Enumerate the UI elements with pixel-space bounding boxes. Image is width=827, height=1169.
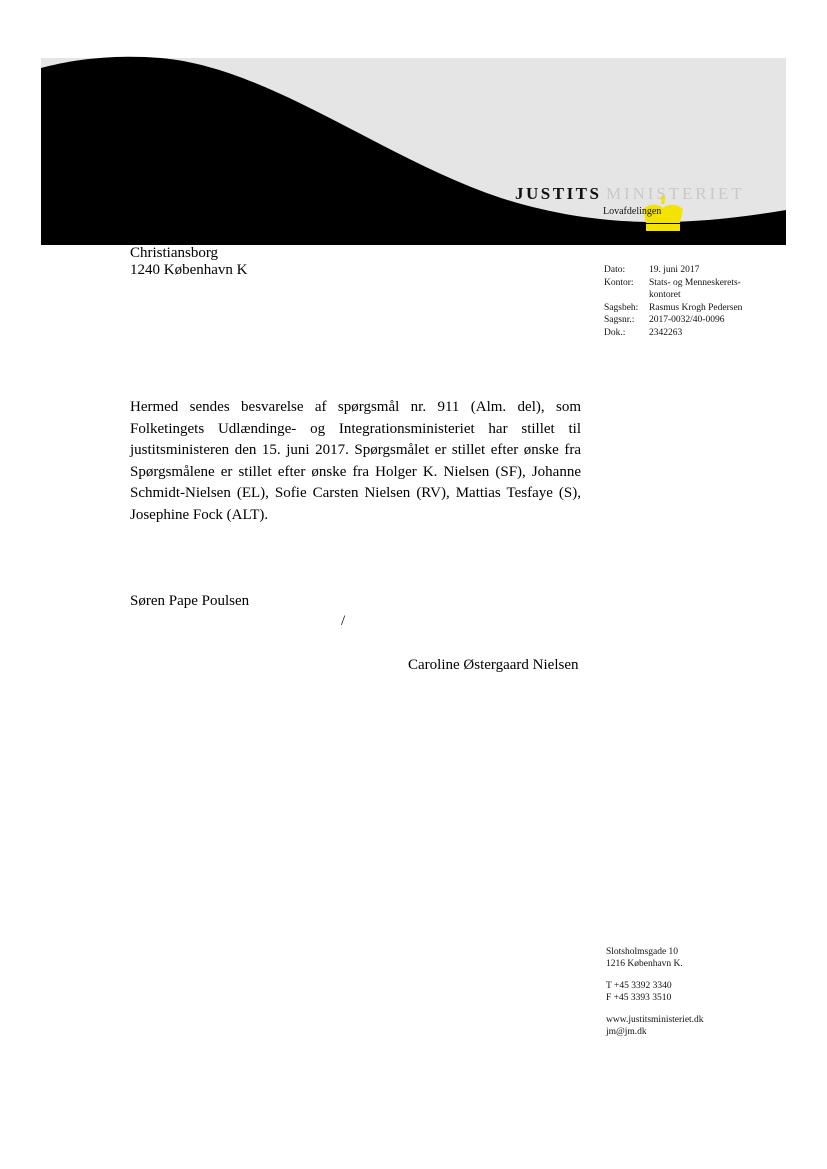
email-link[interactable]: jm@jm.dk bbox=[606, 1027, 647, 1037]
department-name: Lovafdelingen bbox=[603, 206, 662, 217]
recipient-address bbox=[130, 228, 355, 279]
meta-row-caseworker: Sagsbeh: Rasmus Krogh Pedersen bbox=[604, 302, 743, 313]
signature-minister: Søren Pape Poulsen bbox=[130, 593, 250, 609]
meta-row-office: Kontor: Stats- og Menneskerets- kontoret bbox=[604, 277, 741, 300]
brand-name-light: MINISTERIET bbox=[606, 184, 745, 203]
signature-official: Caroline Østergaard Nielsen bbox=[408, 657, 579, 673]
meta-row-caseno: Sagsnr.: 2017-0032/40-0096 bbox=[604, 315, 725, 325]
meta-row-date: Dato: 19. juni 2017 bbox=[604, 265, 700, 275]
recipient-line-1: Udlændinge- og Integrationsudvalget bbox=[130, 228, 355, 244]
address-line-1: Slotsholmsgade 10 bbox=[606, 947, 679, 957]
letterhead bbox=[41, 58, 786, 245]
recipient-line-3: 1240 København K bbox=[130, 262, 248, 278]
ministry-contact bbox=[606, 946, 704, 1038]
signature-separator: / bbox=[341, 613, 346, 629]
brand-name-bold: JUSTITS bbox=[515, 184, 602, 203]
website-link[interactable]: www.justitsministeriet.dk bbox=[606, 1015, 704, 1025]
case-metadata bbox=[604, 264, 789, 339]
address-line-2: 1216 København K. bbox=[606, 959, 683, 969]
letter-body: Hermed sendes besvarelse af spørgsmål nr. 911 (Alm. del), som Folketingets Udlændinge- og Integrationsministeriet har stillet til justitsministeren den 15. juni 2017. Spørgsmålet er stillet efter ønske fra Spørgsmålene er stillet efter ønske fra Holger K. Nielsen (SF), Johanne Schmidt-Nielsen (EL), Sofie Carsten Nielsen (RV), Mattias Tesfaye (S), Josephine Fock (ALT). bbox=[130, 399, 581, 523]
phone-number: T +45 3392 3340 bbox=[606, 981, 672, 991]
fax-number: F +45 3393 3510 bbox=[606, 993, 672, 1003]
meta-row-doc: Dok.: 2342263 bbox=[604, 327, 683, 338]
recipient-line-2: Christiansborg bbox=[130, 245, 219, 261]
